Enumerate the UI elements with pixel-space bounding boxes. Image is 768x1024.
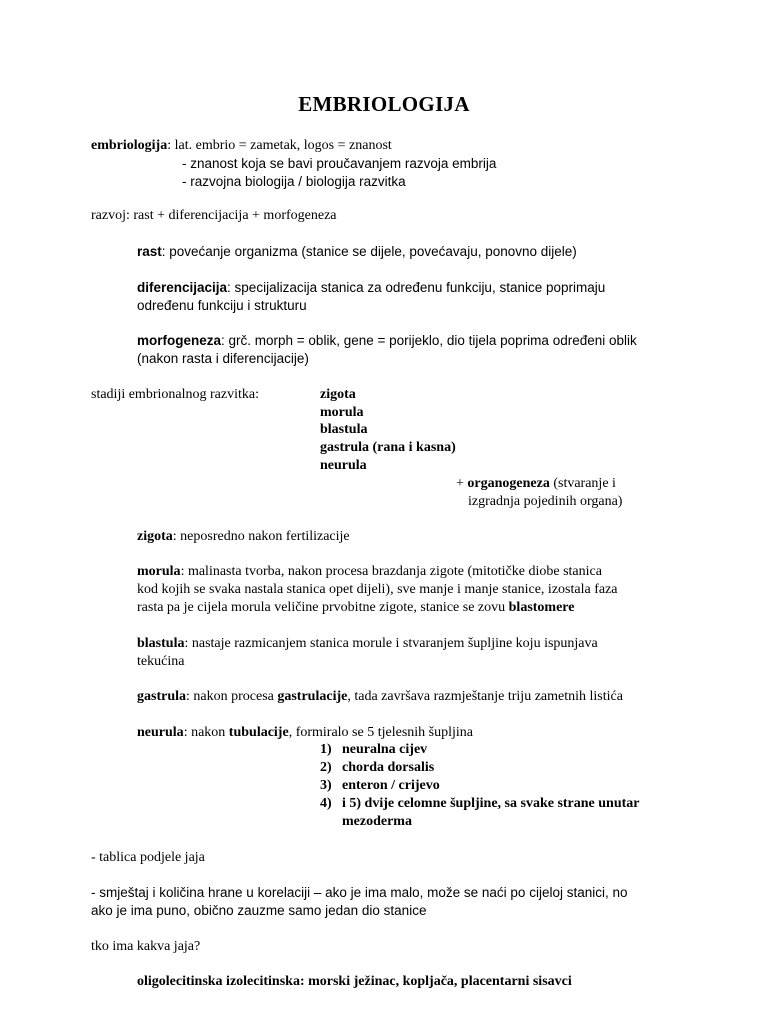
oligolecitinska-line: oligolecitinska izolecitinska: morski ježinac, kopljača, placentarni sisavci	[137, 974, 572, 989]
list-number: 1)	[320, 742, 332, 757]
razvoj-line: razvoj: rast + diferencijacija + morfogeneza	[91, 208, 337, 223]
morfogeneza-text: : grč. morph = oblik, gene = porijeklo, dio tijela poprima određeni oblik	[221, 333, 637, 348]
definition-subline-1: - znanost koja se bavi proučavanjem razvoja embrija	[182, 156, 497, 171]
morfogeneza-line-2: (nakon rasta i diferencijacije)	[137, 351, 309, 366]
gastrula-line	[137, 688, 623, 706]
neurula-term: neurula	[137, 725, 184, 740]
rast-line	[137, 243, 577, 261]
organogeneza-line	[456, 475, 616, 493]
gastrulacija-term: gastrulacije	[277, 689, 348, 704]
question-line: tko ima kakva jaja?	[91, 939, 201, 954]
morula-line-3	[137, 599, 574, 617]
morula-text: : malinasta tvorba, nakon procesa brazdanja zigote (mitotičke diobe stanica	[180, 564, 602, 579]
stadij-neurula: neurula	[320, 458, 367, 473]
zigota-line	[137, 528, 350, 546]
definition-text: : lat. embrio = zametak, logos = znanost	[167, 138, 392, 153]
diferencijacija-term: diferencijacija	[137, 280, 228, 295]
neurula-text-2: , formiralo se 5 tjelesnih šupljina	[288, 725, 473, 740]
morula-term: morula	[137, 564, 181, 579]
stadij-blastula: blastula	[320, 422, 368, 437]
stadij-zigota: zigota	[320, 387, 356, 402]
list-text: chorda dorsalis	[342, 760, 435, 775]
gastrula-term: gastrula	[137, 689, 186, 704]
blastula-line	[137, 635, 598, 653]
neurula-text: : nakon	[183, 725, 229, 740]
organogeneza-plus: +	[456, 476, 468, 491]
morula-line-3-text: rasta pa je cijela morula veličine prvobitne zigote, stanice se zovu	[137, 600, 509, 615]
list-text: i 5) dvije celomne šupljine, sa svake strane unutar	[342, 796, 640, 811]
morfogeneza-term: morfogeneza	[137, 333, 222, 348]
smjestaj-line-1: - smještaj i količina hrane u korelaciji – ako je ima malo, može se naći po cijeloj stanici, no	[91, 885, 628, 900]
diferencijacija-text: : specijalizacija stanica za određenu funkciju, stanice poprimaju	[227, 280, 606, 295]
smjestaj-line-2: ako je ima puno, obično zauzme samo jedan dio stanice	[91, 903, 427, 918]
list-item-continuation: mezoderma	[342, 814, 412, 829]
morula-line-2: kod kojih se svaka nastala stanica opet dijeli), sve manje i manje stanice, izostala faza	[137, 582, 618, 597]
page-title: EMBRIOLOGIJA	[298, 92, 470, 116]
morula-line	[137, 563, 602, 581]
blastula-line-2: tekućina	[137, 654, 185, 669]
blastomere-term: blastomere	[508, 600, 575, 615]
tablica-line: - tablica podjele jaja	[91, 850, 205, 865]
list-number: 3)	[320, 778, 332, 793]
definition-subline-2: - razvojna biologija / biologija razvitka	[182, 174, 406, 189]
tubulacija-term: tubulacije	[228, 725, 289, 740]
list-number: 2)	[320, 760, 332, 775]
blastula-term: blastula	[137, 636, 185, 651]
blastula-text: : nastaje razmicanjem stanica morule i stvaranjem šupljine koju ispunjava	[184, 636, 598, 651]
stadij-morula: morula	[320, 405, 364, 420]
rast-text: : povećanje organizma (stanice se dijele, povećavaju, ponovno dijele)	[161, 244, 577, 259]
rast-term: rast	[137, 244, 162, 259]
list-text: neuralna cijev	[342, 742, 428, 757]
zigota-term: zigota	[137, 529, 173, 544]
morfogeneza-line	[137, 332, 637, 350]
organogeneza-text: (stvaranje i	[549, 476, 616, 491]
list-number: 4)	[320, 796, 332, 811]
organogeneza-line-2: izgradnja pojedinih organa)	[468, 494, 623, 509]
definition-line	[91, 137, 392, 155]
definition-term: embriologija	[91, 138, 168, 153]
list-text: enteron / crijevo	[342, 778, 440, 793]
diferencijacija-line	[137, 279, 605, 297]
stadij-gastrula: gastrula (rana i kasna)	[320, 440, 456, 455]
gastrula-text: : nakon procesa	[186, 689, 278, 704]
organogeneza-term: organogeneza	[467, 476, 550, 491]
gastrula-text-2: , tada završava razmještanje triju zametnih listića	[347, 689, 623, 704]
stadiji-label: stadiji embrionalnog razvitka:	[91, 387, 259, 402]
neurula-line	[137, 724, 473, 742]
diferencijacija-line-2: određenu funkciju i strukturu	[137, 298, 307, 313]
zigota-text: : neposredno nakon fertilizacije	[172, 529, 350, 544]
